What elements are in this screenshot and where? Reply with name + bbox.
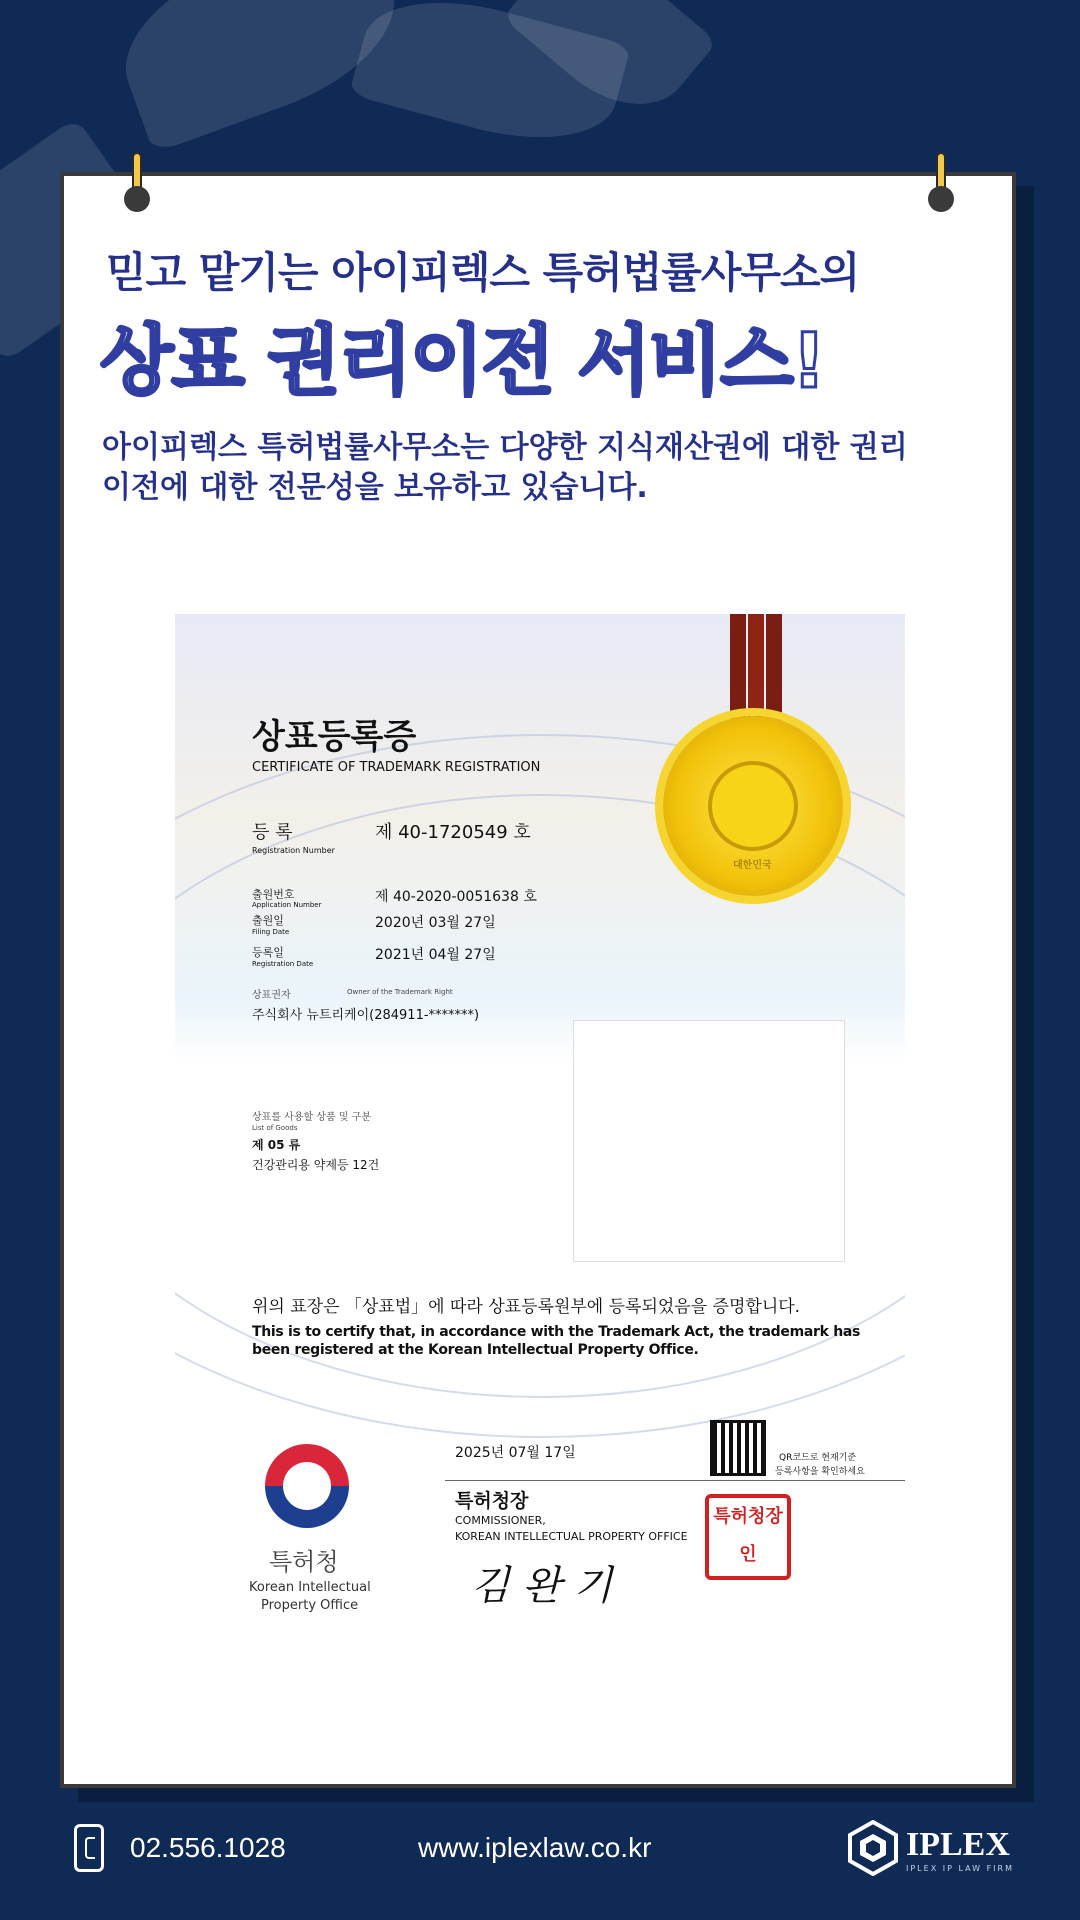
- trademark-image-box: [573, 1020, 845, 1262]
- ribbon: [748, 614, 764, 724]
- gold-seal-icon: [663, 716, 843, 896]
- goods-label: 상표를 사용할 상품 및 구분: [252, 1112, 371, 1123]
- signature: 김 완 기: [471, 1563, 613, 1609]
- commissioner-en-1: COMMISSIONER,: [455, 1514, 546, 1527]
- iplex-logo-icon: [848, 1820, 898, 1876]
- application-label-en: Application Number: [252, 901, 322, 909]
- issue-date: 2025년 07월 17일: [455, 1445, 576, 1461]
- website-link[interactable]: www.iplexlaw.co.kr: [418, 1832, 652, 1863]
- certify-text-ko: 위의 표장은 「상표법」에 따라 상표등록원부에 등록되었음을 증명합니다.: [252, 1297, 801, 1317]
- goods-list: 건강관리용 약제등 12건: [252, 1158, 380, 1172]
- seal-text: 대한민국: [733, 860, 772, 871]
- registration-date-label: 등록일: [252, 946, 284, 959]
- goods-label-en: List of Goods: [252, 1124, 298, 1132]
- registration-label: 등 록: [252, 822, 293, 843]
- pin-right: [930, 152, 950, 214]
- filing-date: 2020년 03월 27일: [375, 915, 496, 931]
- certificate-title: 상표등록증: [252, 717, 417, 757]
- filing-label: 출원일: [252, 914, 284, 927]
- ribbon: [730, 614, 746, 724]
- official-stamp: 특허청장인: [705, 1494, 791, 1580]
- divider: [445, 1480, 905, 1481]
- kipo-name-en-2: Property Office: [261, 1598, 359, 1613]
- kipo-emblem-icon: [265, 1444, 349, 1528]
- registration-label-en: Registration Number: [252, 846, 335, 855]
- owner-label: 상표권자: [252, 990, 291, 1001]
- application-number: 제 40-2020-0051638 호: [375, 889, 537, 905]
- headline-line2: 상표 권리이전 서비스!: [100, 316, 825, 405]
- ribbon: [766, 614, 782, 724]
- commissioner-en-2: KOREAN INTELLECTUAL PROPERTY OFFICE: [455, 1530, 688, 1543]
- application-label: 출원번호: [252, 888, 295, 901]
- registration-date-label-en: Registration Date: [252, 960, 314, 968]
- owner-label-en: Owner of the Trademark Right: [347, 988, 453, 996]
- commissioner-title: 특허청장: [455, 1490, 529, 1512]
- certificate-title-en: CERTIFICATE OF TRADEMARK REGISTRATION: [252, 760, 541, 775]
- description: 아이피렉스 특허법률사무소는 다양한 지식재산권에 대한 권리 이전에 대한 전문성을 보유하고 있습니다.: [102, 430, 908, 505]
- kipo-name-en-1: Korean Intellectual: [249, 1580, 371, 1595]
- headline-line1: 믿고 맡기는 아이피렉스 특허법률사무소의: [106, 248, 860, 297]
- brand-subtitle: IPLEX IP LAW FIRM: [906, 1864, 1014, 1873]
- owner-name: 주식회사 뉴트리케이(284911-*******): [252, 1008, 480, 1023]
- phone-number[interactable]: 02.556.1028: [130, 1832, 286, 1863]
- registration-date: 2021년 04월 27일: [375, 947, 496, 963]
- trademark-certificate: [175, 614, 905, 1664]
- filing-label-en: Filing Date: [252, 928, 290, 936]
- footer: [0, 1800, 1080, 1920]
- kipo-name: 특허청: [269, 1548, 339, 1576]
- phone-icon: [74, 1824, 104, 1872]
- goods-class: 제 05 류: [252, 1138, 301, 1152]
- brand-name: IPLEX: [906, 1826, 1010, 1863]
- certify-text-en-1: This is to certify that, in accordance with the Trademark Act, the trademark has: [252, 1324, 861, 1340]
- qr-note-1: QR코드로 현재기준: [779, 1453, 857, 1463]
- qr-note-2: 등록사항을 확인하세요: [775, 1467, 865, 1477]
- registration-number: 제 40-1720549 호: [375, 822, 531, 843]
- qr-code-icon: [710, 1420, 766, 1476]
- pin-left: [126, 152, 146, 214]
- certify-text-en-2: been registered at the Korean Intellectual Property Office.: [252, 1342, 699, 1358]
